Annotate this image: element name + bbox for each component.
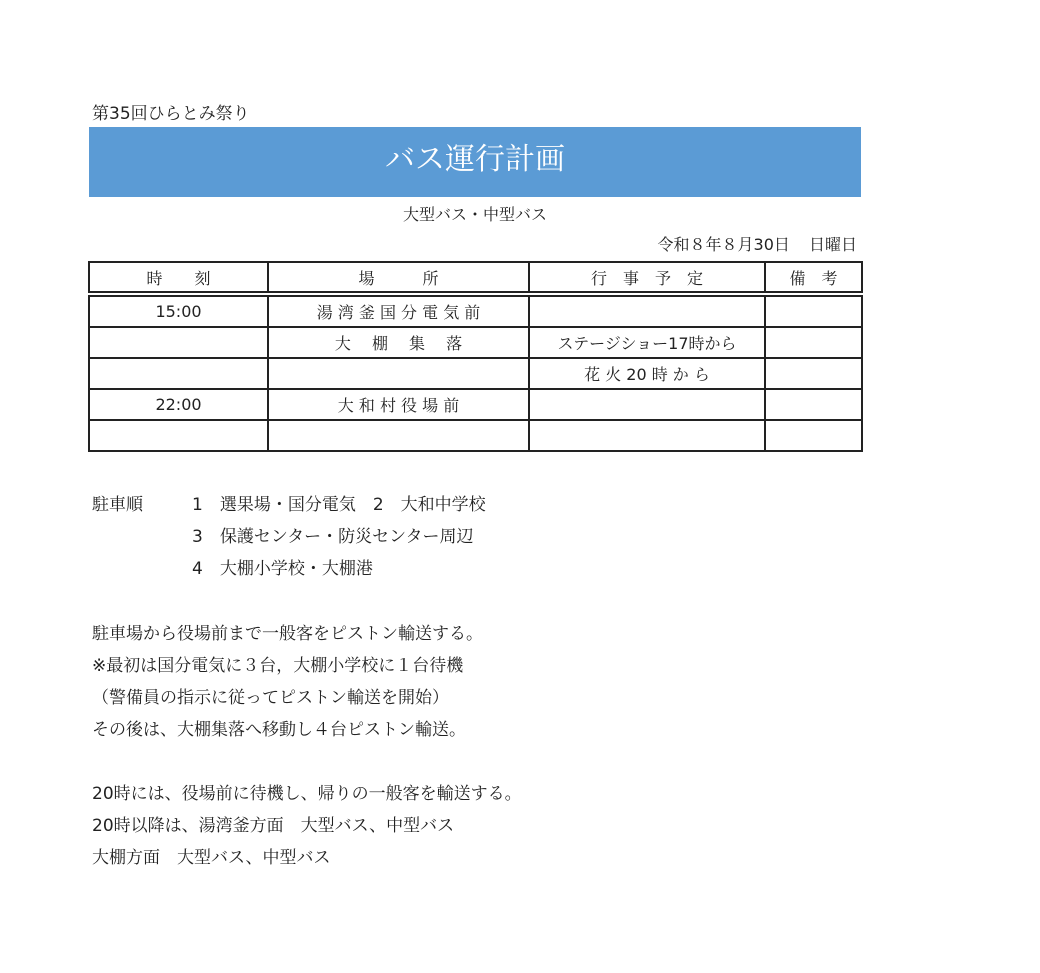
parking-label: 駐車順 (92, 495, 143, 515)
cell-note (765, 358, 862, 389)
cell-time (89, 420, 268, 451)
parking-line: 1 選果場・国分電気 2 大和中学校 (192, 495, 486, 515)
note-line: 20時以降は、湯湾釜方面 大型バス、中型バス (92, 816, 455, 836)
date-weekday: 日曜日 (808, 235, 857, 254)
cell-event (529, 420, 765, 451)
banner-title: バス運行計画 (89, 127, 861, 197)
note-line: 20時には、役場前に待機し、帰りの一般客を輸送する。 (92, 784, 522, 804)
schedule-table (88, 261, 863, 452)
table-header-row (89, 262, 862, 294)
parking-order (92, 491, 486, 587)
parking-line: 3 保護センター・防災センター周辺 (192, 527, 474, 547)
note-line: （警備員の指示に従ってピストン輸送を開始） (92, 688, 449, 708)
note-line: その後は、大棚集落へ移動し４台ピストン輸送。 (92, 720, 466, 740)
table-row (89, 294, 862, 327)
cell-time (89, 358, 268, 389)
date-line (658, 232, 857, 255)
header-note: 備 考 (765, 262, 862, 294)
table-row (89, 389, 862, 420)
cell-time: 22:00 (89, 389, 268, 420)
table-row (89, 420, 862, 451)
table-row (89, 358, 862, 389)
subtitle: 大型バス・中型バス (402, 205, 547, 224)
cell-event (529, 389, 765, 420)
festival-title: 第35回ひらとみ祭り (92, 104, 250, 124)
header-place: 場 所 (268, 262, 529, 294)
cell-place (268, 420, 529, 451)
cell-place: 湯 湾 釜 国 分 電 気 前 (268, 294, 529, 327)
date-text: 令和８年８月30日 (657, 235, 790, 254)
cell-place (268, 358, 529, 389)
cell-place: 大 和 村 役 場 前 (268, 389, 529, 420)
cell-event (529, 294, 765, 327)
parking-line: 4 大棚小学校・大棚港 (192, 559, 373, 579)
cell-note (765, 327, 862, 358)
cell-note (765, 389, 862, 420)
cell-event: ステージショー17時から (529, 327, 765, 358)
cell-time: 15:00 (89, 294, 268, 327)
header-event: 行 事 予 定 (529, 262, 765, 294)
note-line: 大棚方面 大型バス、中型バス (92, 848, 331, 868)
cell-event: 花 火 20 時 か ら (529, 358, 765, 389)
note-line: ※最初は国分電気に３台，大棚小学校に１台待機 (92, 656, 464, 676)
notes (92, 620, 522, 876)
cell-note (765, 294, 862, 327)
header-time: 時 刻 (89, 262, 268, 294)
cell-place: 大 棚 集 落 (268, 327, 529, 358)
cell-time (89, 327, 268, 358)
note-line: 駐車場から役場前まで一般客をピストン輸送する。 (92, 624, 483, 644)
table-row (89, 327, 862, 358)
cell-note (765, 420, 862, 451)
